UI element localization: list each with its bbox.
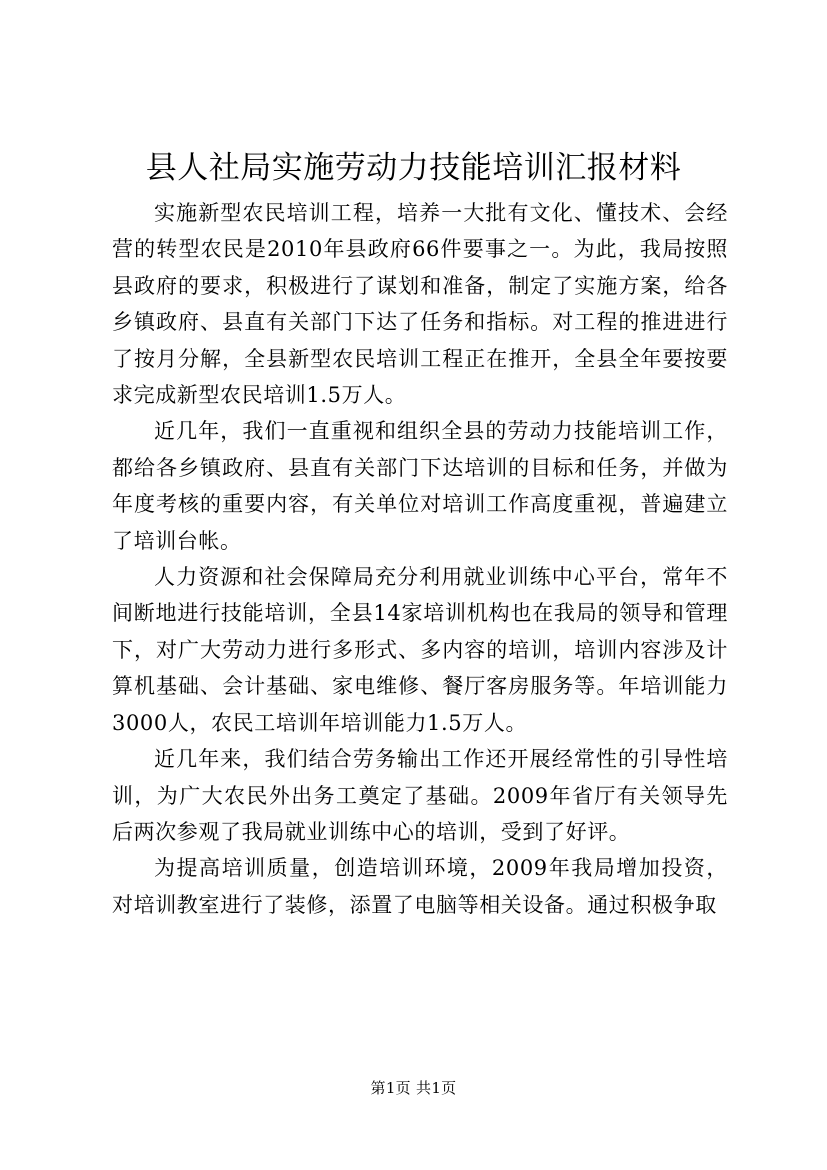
document-body <box>112 195 728 923</box>
paragraph-5: 为提高培训质量，创造培训环境，2009年我局增加投资，对培训教室进行了装修，添置了电脑等相关设备。通过积极争取 <box>112 856 728 917</box>
paragraph-1: 实施新型农民培训工程，培养一大批有文化、懂技术、会经营的转型农民是2010年县政府66件要事之一。为此，我局按照县政府的要求，积极进行了谋划和准备，制定了实施方案，给各乡镇政府、县直有关部门下达了任务和指标。对工程的推进进行了按月分解，全县新型农民培训工程正在推开，全县全年要按要求完成新型农民培训1.5万人。 <box>112 201 728 408</box>
paragraph-3: 人力资源和社会保障局充分利用就业训练中心平台，常年不间断地进行技能培训，全县14家培训机构也在我局的领导和管理下，对广大劳动力进行多形式、多内容的培训，培训内容涉及计算机基础、会计基础、家电维修、餐厅客房服务等。年培训能力3000人，农民工培训年培训能力1.5万人。 <box>112 565 728 735</box>
document-title: 县人社局实施劳动力技能培训汇报材料 <box>145 150 682 186</box>
page-footer: 第1页 共1页 <box>370 1079 457 1097</box>
paragraph-2: 近几年，我们一直重视和组织全县的劳动力技能培训工作，都给各乡镇政府、县直有关部门下达培训的目标和任务，并做为年度考核的重要内容，有关单位对培训工作高度重视，普遍建立了培训台帐。 <box>112 419 728 553</box>
paragraph-4: 近几年来，我们结合劳务输出工作还开展经常性的引导性培训，为广大农民外出务工奠定了基础。2009年省厅有关领导先后两次参观了我局就业训练中心的培训，受到了好评。 <box>112 747 728 844</box>
